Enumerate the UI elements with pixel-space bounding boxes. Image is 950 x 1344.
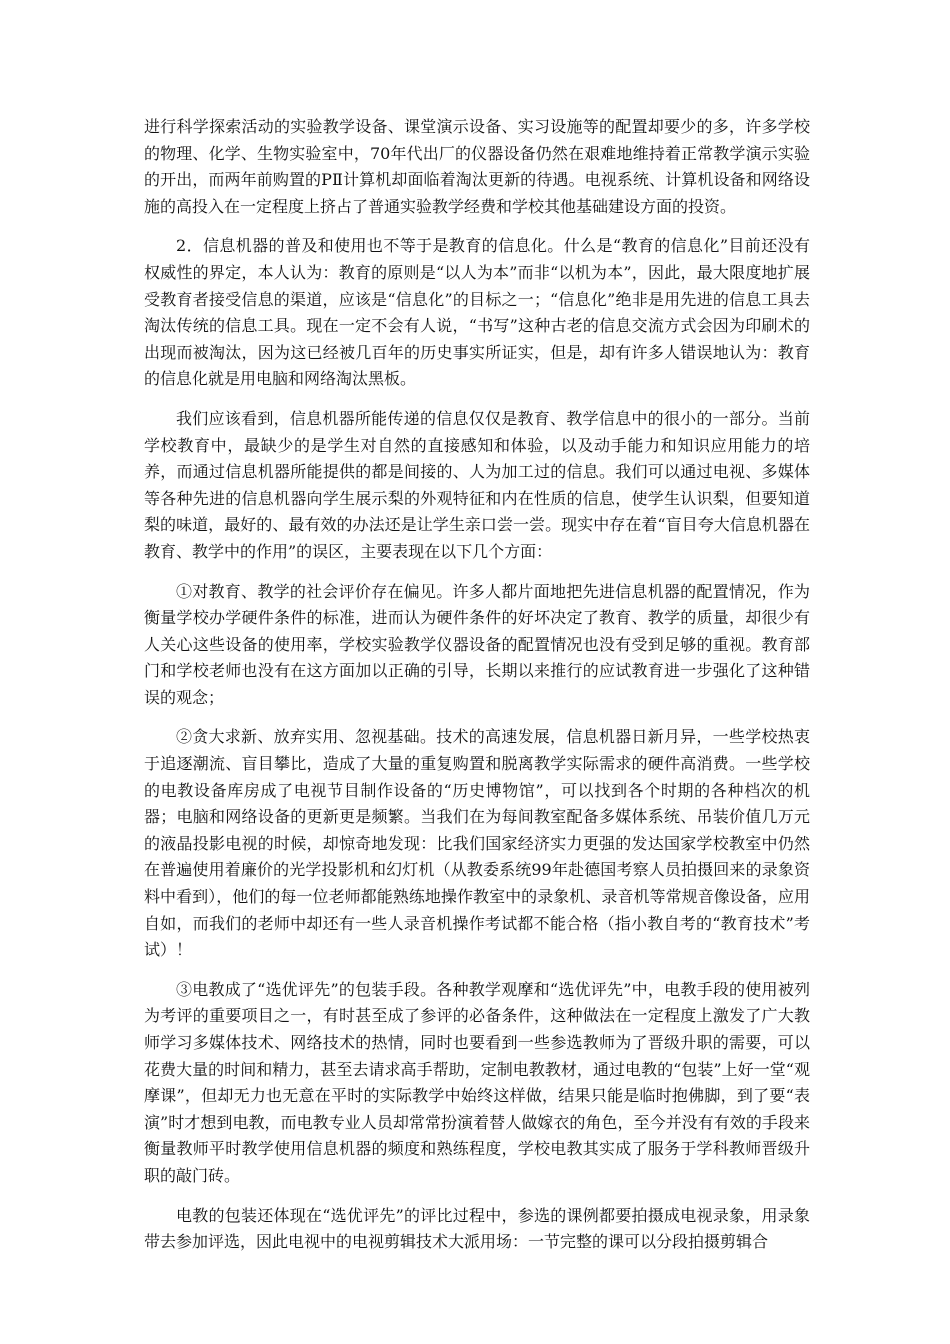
paragraph-6: ③电教成了“选优评先”的包装手段。各种教学观摩和“选优评先”中，电教手段的使用被列为考评的重要项目之一，有时甚至成了参评的必备条件，这种做法在一定程度上激发了广大教师学习多媒体技术、网络技术的热情，同时也要看到一些参选教师为了晋级升职的需要，可以花费大量的时间和精力，甚至去请求高手帮助，定制电教教材，通过电教的“包装”上好一堂“观摩课”，但却无力也无意在平时的实际教学中始终这样做，结果只能是临时抱佛脚，到了要“表演”时才想到电教，而电教专业人员却常常扮演着替人做嫁衣的角色，至今并没有有效的手段来衡量教师平时教学使用信息机器的频度和熟练程度，学校电教其实成了服务于学科教师晋级升职的敲门砖。 xyxy=(144,979,810,1185)
paragraph-3: 我们应该看到，信息机器所能传递的信息仅仅是教育、教学信息中的很小的一部分。当前学校教育中，最缺少的是学生对自然的直接感知和体验，以及动手能力和知识应用能力的培养，而通过信息机器所能提供的都是间接的、人为加工过的信息。我们可以通过电视、多媒体等各种先进的信息机器向学生展示梨的外观特征和内在性质的信息，使学生认识梨，但要知道梨的味道，最好的、最有效的办法还是让学生亲口尝一尝。现实中存在着“盲目夸大信息机器在教育、教学中的作用”的误区，主要表现在以下几个方面： xyxy=(144,408,810,561)
document-page xyxy=(144,114,810,1269)
paragraph-5: ②贪大求新、放弃实用、忽视基础。技术的高速发展，信息机器日新月异，一些学校热衷于追逐潮流、盲目攀比，造成了大量的重复购置和脱离教学实际需求的硬件高消费。一些学校的电教设备库房成了电视节目制作设备的“历史博物馆”，可以找到各个时期的各种档次的机器；电脑和网络设备的更新更是频繁。当我们在为每间教室配备多媒体系统、吊装价值几万元的液晶投影电视的时候，却惊奇地发现：比我们国家经济实力更强的发达国家学校教室中仍然在普遍使用着廉价的光学投影机和幻灯机（从教委系统99年赴德国考察人员拍摄回来的录象资料中看到），他们的每一位老师都能熟练地操作教室中的录象机、录音机等常规音像设备，应用自如，而我们的老师中却还有一些人录音机操作考试都不能合格（指小教自考的“教育技术”考试）！ xyxy=(144,727,810,960)
paragraph-7: 电教的包装还体现在“选优评先”的评比过程中，参选的课例都要拍摄成电视录象，用录象带去参加评选，因此电视中的电视剪辑技术大派用场：一节完整的课可以分段拍摄剪辑合 xyxy=(144,1205,810,1252)
paragraph-4: ①对教育、教学的社会评价存在偏见。许多人都片面地把先进信息机器的配置情况，作为衡量学校办学硬件条件的标准，进而认为硬件条件的好坏决定了教育、教学的质量，却很少有人关心这些设备的使用率，学校实验教学仪器设备的配置情况也没有受到足够的重视。教育部门和学校老师也没有在这方面加以正确的引导，长期以来推行的应试教育进一步强化了这种错误的观念； xyxy=(144,581,810,707)
paragraph-2: 2．信息机器的普及和使用也不等于是教育的信息化。什么是“教育的信息化”目前还没有权威性的界定，本人认为：教育的原则是“以人为本”而非“以机为本”，因此，最大限度地扩展受教育者接受信息的渠道，应该是“信息化”的目标之一；“信息化”绝非是用先进的信息工具去淘汰传统的信息工具。现在一定不会有人说，“书写”这种古老的信息交流方式会因为印刷术的出现而被淘汰，因为这已经被几百年的历史事实所证实，但是，却有许多人错误地认为：教育的信息化就是用电脑和网络淘汰黑板。 xyxy=(144,236,810,389)
paragraph-1: 进行科学探索活动的实验教学设备、课堂演示设备、实习设施等的配置却要少的多，许多学校的物理、化学、生物实验室中，70年代出厂的仪器设备仍然在艰难地维持着正常教学演示实验的开出，而两年前购置的PⅡ计算机却面临着淘汰更新的待遇。电视系统、计算机设备和网络设施的高投入在一定程度上挤占了普通实验教学经费和学校其他基础建设方面的投资。 xyxy=(144,117,810,216)
